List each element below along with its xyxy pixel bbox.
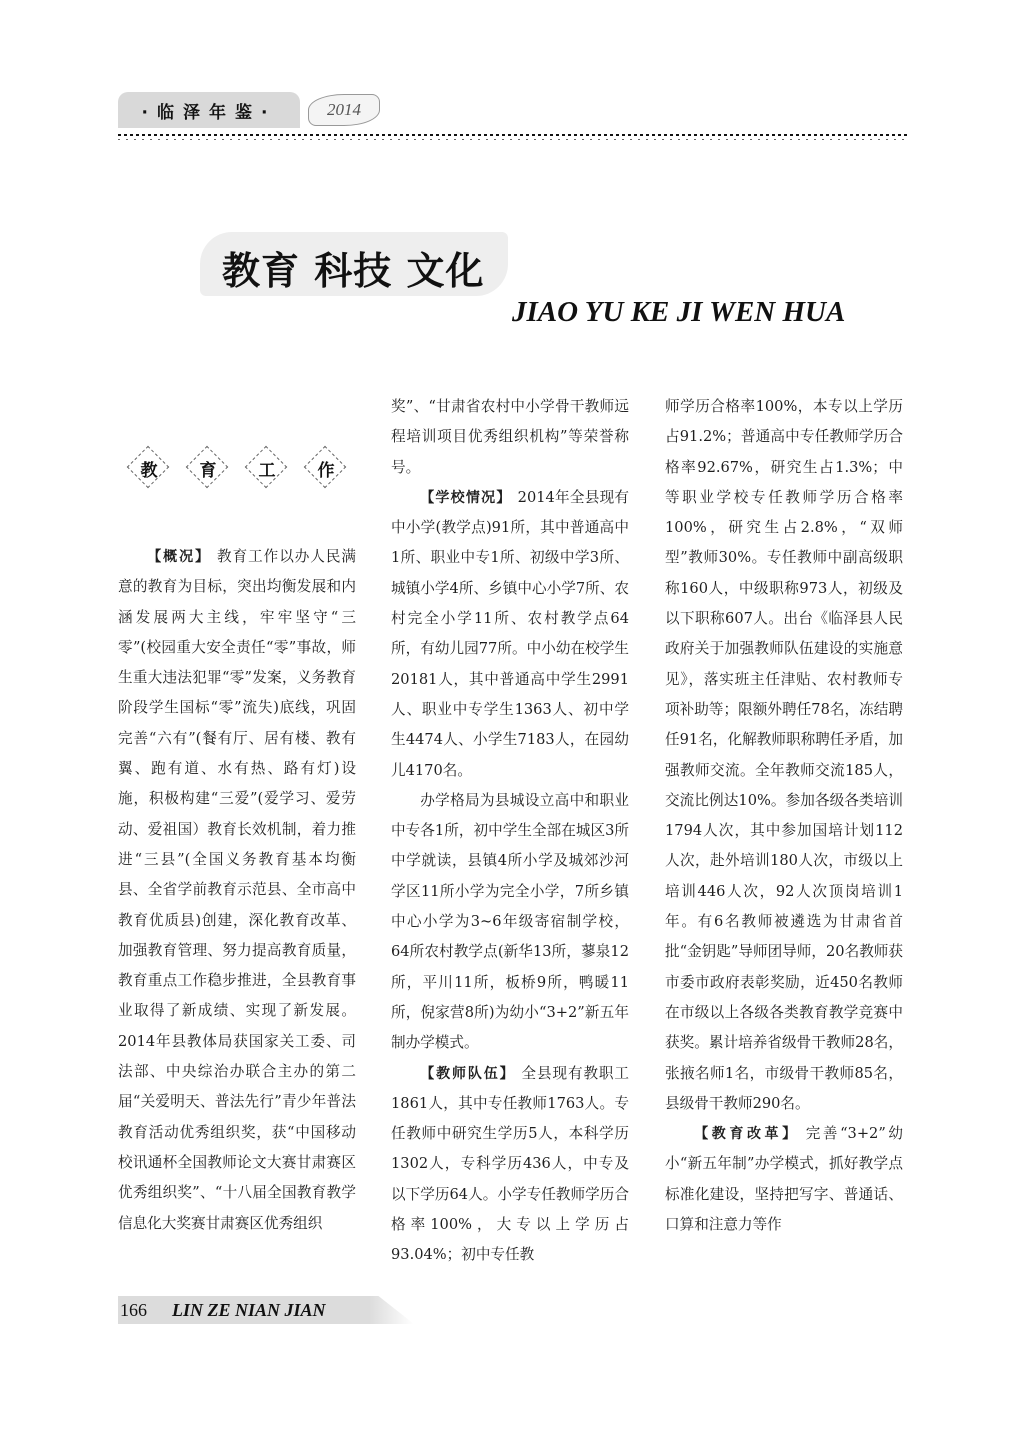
paragraph-teachers [391,1059,629,1271]
header-divider-dotted [118,139,910,140]
yearbook-header-tab [118,92,300,128]
overview-tag: 【概况】 [147,549,212,565]
heading-char-box [189,449,227,487]
heading-char: 工 [258,460,276,481]
heading-char: 作 [317,460,335,481]
year-badge: 2014 [308,94,380,126]
teachers-text: 全县现有教职工1861人，其中专任教师1763人。专任教师中研究生学历5人，本科学历1302人，专科学历436人，中专及以下学历64人。小学专任教师学历合格率100%，大专以上学历占93.04%；初中专任教 [391,1064,629,1264]
school-info-tag: 【学校情况】 [420,489,512,506]
section-pinyin-title: JIAO YU KE JI WEN HUA [512,296,846,328]
paragraph-overview [118,542,356,1239]
continuation-text: 奖”、“甘肃省农村中小学骨干教师远程培训项目优秀组织机构”等荣誉称号。 [391,398,629,476]
header-divider [118,134,910,136]
paragraph-teachers-continued [665,392,903,1119]
heading-char-box [307,449,345,487]
section-title: 教育 科技 文化 [222,249,485,293]
paragraph-education-reform [665,1119,903,1240]
heading-char: 育 [199,460,217,481]
footer-title: LIN ZE NIAN JIAN [172,1300,326,1320]
paragraph-continuation [391,392,629,483]
education-reform-tag: 【教育改革】 [694,1126,800,1143]
text-column-2 [391,392,629,1272]
school-info-text: 2014年全县现有中小学(教学点)91所，其中普通高中1所、职业中专1所、初级中学3所、城镇小学4所、乡镇中心小学7所、农村完全小学11所、农村教学点64所，有幼儿园77所。中小幼在校学生20181人，其中普通高中学生2991人、职业中专学生1363人、初中学生4474人、小学生7183人，在园幼儿4170名。 [391,488,629,779]
heading-char-box [130,449,168,487]
text-column-1 [118,542,356,1272]
heading-char-box [248,449,286,487]
paragraph-school-info [391,483,629,786]
page-number: 166 [120,1300,147,1320]
text-column-3 [665,392,903,1272]
teachers-tag: 【教师队伍】 [420,1065,516,1082]
overview-text: 教育工作以办人民满意的教育为目标，突出均衡发展和内涵发展两大主线，牢牢坚守“三零”(校园重大安全责任“零”事故，师生重大违法犯罪“零”发案，义务教育阶段学生国标“零”流失)底线，巩固完善“六有”(餐有厅、居有楼、教有翼、跑有道、水有热、路有灯)设施，积极构建“三爱”(爱学习、爱劳动、爱祖国）教育长效机制，着力推进“三县”(全国义务教育基本均衡县、全省学前教育示范县、全市高中教育优质县)创建，深化教育改革、加强教育管理、努力提高教育质量，教育重点工作稳步推进，全县教育事业取得了新成绩、实现了新发展。2014年县教体局获国家关工委、司法部、中央综治办联合主办的第二届“关爱明天、普法先行”青少年普法教育活动优秀组织奖，获“中国移动校讯通杯全国教师论文大赛甘肃赛区优秀组织奖”、“十八届全国教育教学信息化大奖赛甘肃赛区优秀组织 [118,548,356,1232]
subsection-heading [130,440,345,496]
school-layout-text: 办学格局为县城设立高中和职业中专各1所，初中学生全部在城区3所中学就读，县镇4所小学及城郊沙河学区11所小学为完全小学，7所乡镇中心小学为3~6年级寄宿制学校，64所农村教学点(新华13所，蓼泉12所，平川11所，板桥9所，鸭暖11所，倪家营8所)为幼小“3+2”新五年制办学模式。 [391,791,629,1052]
paragraph-school-layout [391,786,629,1059]
heading-char: 教 [140,460,158,481]
education-reform-text: 完善“3+2”幼小“新五年制”办学模式，抓好教学点标准化建设，坚持把写字、普通话、口算和注意力等作 [665,1125,903,1234]
yearbook-title: ·临泽年鉴· [141,102,277,123]
teachers-continued-text: 师学历合格率100%，本专以上学历占91.2%；普通高中专任教师学历合格率92.67%，研究生占1.3%；中等职业学校专任教师学历合格率100%，研究生占2.8%，“双师型”教师30%。专任教师中副高级职称160人，中级职称973人，初级及以下职称607人。出台《临泽县人民政府关于加强教师队伍建设的实施意见》，落实班主任津贴、农村教师专项补助等；限额外聘任78名，冻结聘任91名，化解教师职称聘任矛盾，加强教师交流。全年教师交流185人，交流比例达10%。参加各级各类培训1794人次，其中参加国培计划112人次，赴外培训180人次，市级以上培训446人次，92人次顶岗培训1年。有6名教师被遴选为甘肃省首批“金钥匙”导师团导师，20名教师获市委市政府表彰奖励，近450名教师在市级以上各级各类教育教学竞赛中获奖。累计培养省级骨干教师28名，张掖名师1名，市级骨干教师85名，县级骨干教师290名。 [665,398,903,1112]
